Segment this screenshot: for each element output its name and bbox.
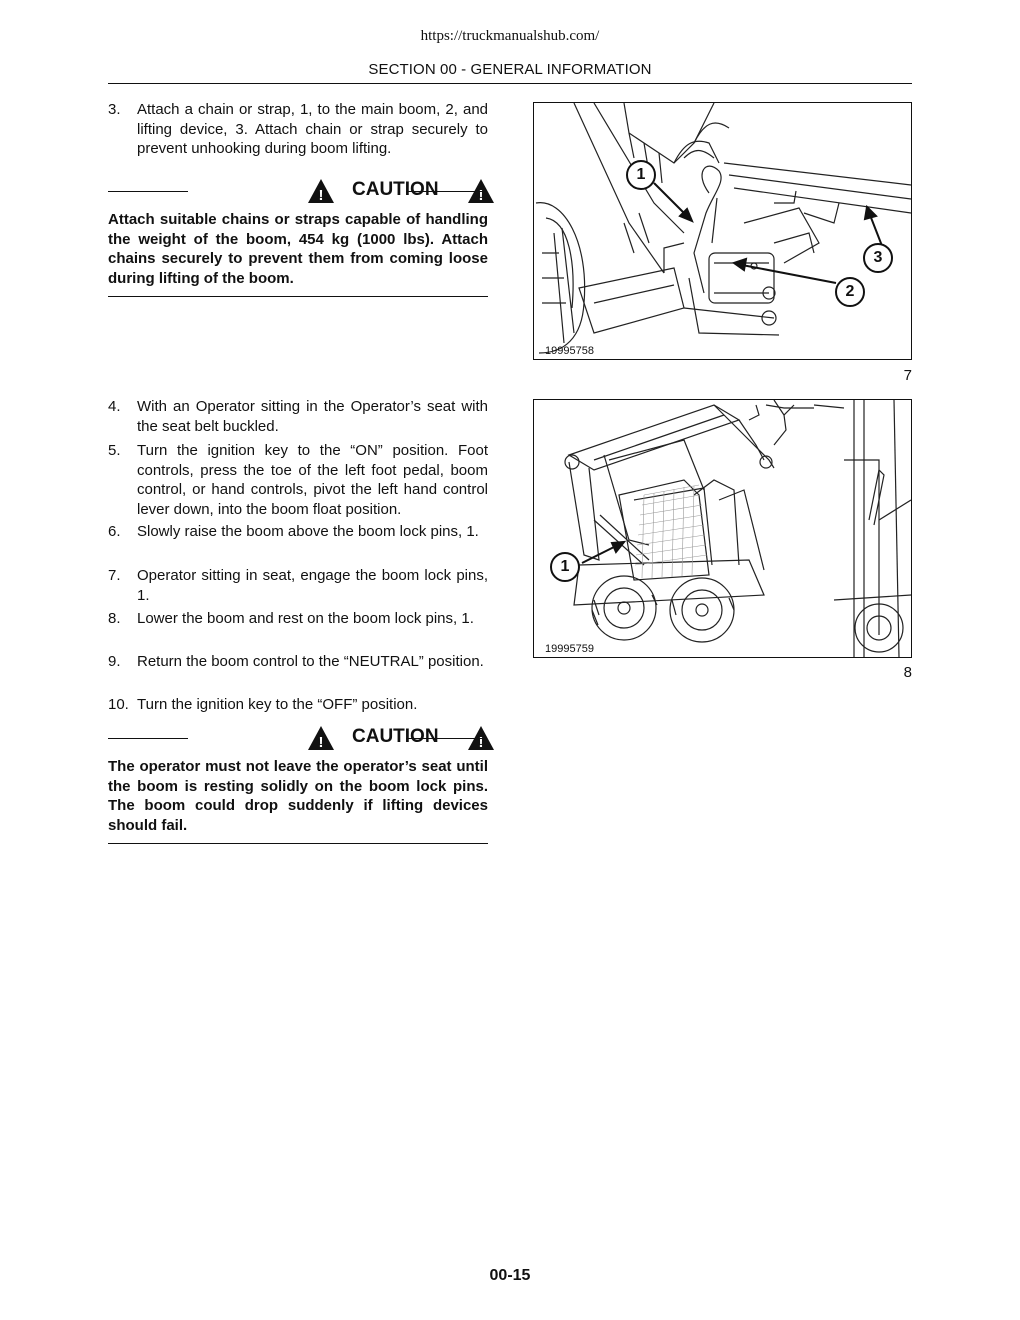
step-8	[108, 609, 488, 629]
page-number: 00-15	[489, 1267, 531, 1284]
step-9	[108, 652, 488, 672]
step-text: Turn the ignition key to the “ON” position. Foot controls, press the toe of the left foot pedal, boom control, or hand controls, pivot the left hand control lever down, into the boom float position.	[137, 442, 488, 518]
step-7	[108, 566, 488, 605]
section-title: SECTION 00 - GENERAL INFORMATION	[368, 61, 652, 78]
step-number: 5.	[108, 442, 121, 459]
caution-label: CAUTION	[352, 726, 439, 747]
figure-id: 19995759	[545, 643, 594, 655]
figure-number: 8	[903, 664, 912, 681]
header-rule	[108, 83, 912, 84]
callout-1: 1	[550, 552, 580, 582]
boom-chain-drawing	[534, 103, 911, 359]
svg-text:!: !	[318, 734, 324, 751]
step-number: 3.	[108, 101, 121, 118]
skid-steer-drawing	[534, 400, 911, 657]
callout-2: 2	[835, 277, 865, 307]
step-4	[108, 397, 488, 436]
warning-triangle-icon	[307, 178, 335, 204]
step-number: 10.	[108, 696, 129, 713]
step-text: Attach a chain or strap, 1, to the main boom, 2, and lifting device, 3. Attach chain or strap securely to prevent unhooking during boom lifting.	[137, 101, 488, 157]
figure-number: 7	[903, 367, 912, 384]
caution-heading-1	[108, 177, 488, 207]
caution-label: CAUTION	[352, 179, 439, 200]
caution-text-2: The operator must not leave the operator’s seat until the boom is resting solidly on the boom lock pins. The boom could drop suddenly if lifting devices should fail.	[108, 757, 488, 844]
step-text: Operator sitting in seat, engage the boom lock pins, 1.	[137, 567, 488, 604]
step-10	[108, 695, 488, 715]
step-number: 7.	[108, 567, 121, 584]
step-number: 8.	[108, 610, 121, 627]
callout-1: 1	[626, 160, 656, 190]
callout-3: 3	[863, 243, 893, 273]
step-number: 6.	[108, 523, 121, 540]
step-text: Lower the boom and rest on the boom lock pins, 1.	[137, 610, 474, 627]
divider	[108, 191, 188, 192]
figure-id: 19995758	[545, 345, 594, 357]
figure-8-illustration	[533, 399, 912, 658]
divider	[108, 738, 188, 739]
svg-text:!: !	[318, 187, 324, 204]
step-text: Return the boom control to the “NEUTRAL” position.	[137, 653, 484, 670]
step-5	[108, 441, 488, 519]
warning-triangle-icon	[307, 725, 335, 751]
divider	[406, 738, 486, 739]
figure-7-illustration	[533, 102, 912, 360]
step-number: 4.	[108, 398, 121, 415]
source-url: https://truckmanualshub.com/	[420, 28, 600, 44]
step-text: With an Operator sitting in the Operator’s seat with the seat belt buckled.	[137, 398, 488, 435]
svg-text:!: !	[478, 187, 484, 204]
caution-heading-2	[108, 724, 488, 754]
svg-text:!: !	[478, 734, 484, 751]
step-text: Slowly raise the boom above the boom lock pins, 1.	[137, 523, 479, 540]
step-number: 9.	[108, 653, 121, 670]
step-text: Turn the ignition key to the “OFF” position.	[137, 696, 418, 713]
step-3	[108, 100, 488, 159]
divider	[406, 191, 486, 192]
step-6	[108, 522, 488, 542]
caution-text-1: Attach suitable chains or straps capable of handling the weight of the boom, 454 kg (1000 lbs). Attach chains securely to prevent them from coming loose during lifting of the boom.	[108, 210, 488, 297]
